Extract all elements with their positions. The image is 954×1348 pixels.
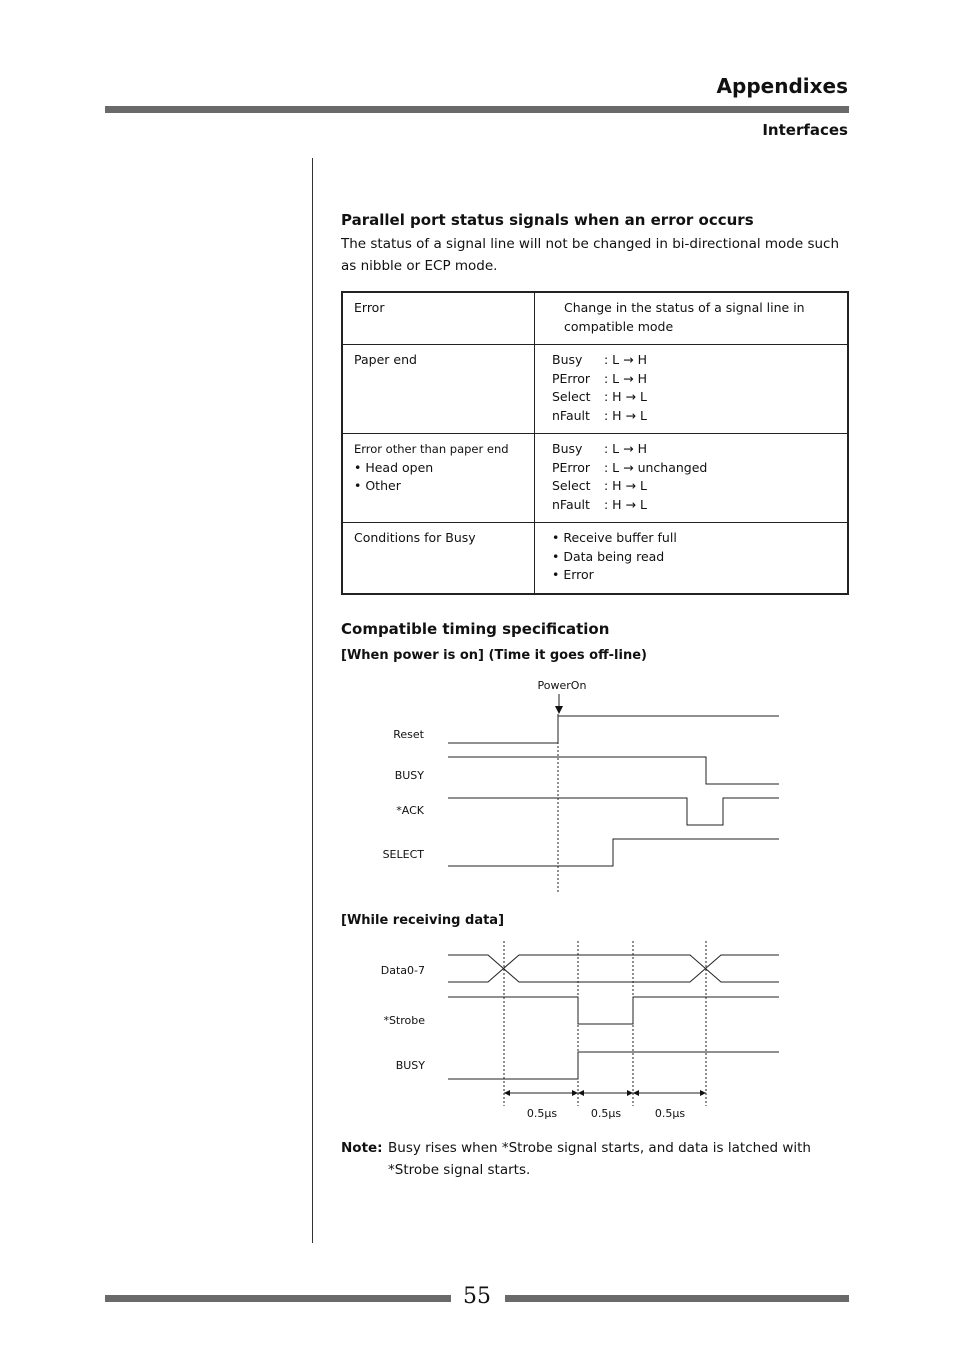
interval-label-1: 0.5µs (526, 1107, 558, 1120)
data-waveform-upper (448, 955, 779, 982)
signal-value: : H → L (604, 496, 647, 512)
signal-value: : H → L (604, 407, 647, 423)
error-other-label: Error other than paper end (354, 442, 509, 456)
row-error: Conditions for Busy (342, 523, 535, 594)
timing-heading: Compatible timing specification (341, 620, 610, 638)
arrowhead (578, 1090, 584, 1096)
poweron-label: PowerOn (537, 679, 587, 692)
signal-value: : L → H (604, 352, 647, 367)
error-bullet: • Head open (354, 459, 434, 475)
page-number: 55 (463, 1284, 491, 1309)
busy-condition: • Error (552, 567, 594, 582)
signal-name: Busy (552, 352, 583, 367)
interval-label-2: 0.5µs (590, 1107, 622, 1120)
busy-condition: • Data being read (552, 548, 665, 564)
signal-value: : H → L (604, 389, 647, 404)
signal-name: nFault (552, 496, 590, 512)
footer-rule-right (505, 1295, 849, 1302)
parallel-intro: The status of a signal line will not be changed in bi-directional mode such as nibble or ECP mode. (341, 236, 840, 274)
page-title: Appendixes (716, 74, 848, 98)
signal-value: : L → H (604, 441, 647, 456)
interval-label-3: 0.5µs (654, 1107, 686, 1120)
arrowhead (700, 1090, 706, 1096)
busy-waveform (448, 1052, 779, 1079)
strobe-waveform (448, 997, 779, 1024)
reset-label: Reset (393, 728, 424, 741)
signal-name: nFault (552, 407, 590, 423)
section-title: Interfaces (762, 121, 848, 139)
signal-value: : H → L (604, 478, 647, 493)
signal-name: PError (552, 459, 591, 475)
signal-value: : L → H (604, 370, 647, 386)
busy-label: BUSY (395, 1059, 425, 1072)
receiving-subheading: [While receiving data] (341, 913, 505, 928)
busy-label: BUSY (394, 769, 424, 782)
arrowhead (627, 1090, 633, 1096)
signal-name: Select (552, 389, 591, 404)
arrowhead (504, 1090, 510, 1096)
signal-value: : L → unchanged (604, 459, 708, 475)
ack-label: *ACK (396, 804, 424, 817)
arrowhead (572, 1090, 578, 1096)
strobe-label: *Strobe (383, 1014, 425, 1027)
select-label: SELECT (382, 848, 424, 861)
data-waveform-lower (448, 955, 779, 982)
note-label: Note: (341, 1140, 383, 1156)
data-label: Data0-7 (380, 964, 425, 977)
error-bullet: • Other (354, 478, 401, 493)
row-error: Paper end (342, 345, 535, 434)
busy-condition: • Receive buffer full (552, 530, 677, 545)
header-error: Error (342, 292, 535, 345)
signal-name: Select (552, 478, 591, 493)
header-change: Change in the status of a signal line in compatible mode (535, 292, 849, 345)
note-text: Busy rises when *Strobe signal starts, and data is latched with *Strobe signal starts. (388, 1140, 811, 1178)
signal-name: PError (552, 370, 591, 386)
arrowhead (633, 1090, 639, 1096)
signal-name: Busy (552, 441, 583, 456)
power-on-subheading: [When power is on] (Time it goes off-line) (341, 648, 647, 663)
parallel-heading: Parallel port status signals when an error occurs (341, 211, 754, 229)
